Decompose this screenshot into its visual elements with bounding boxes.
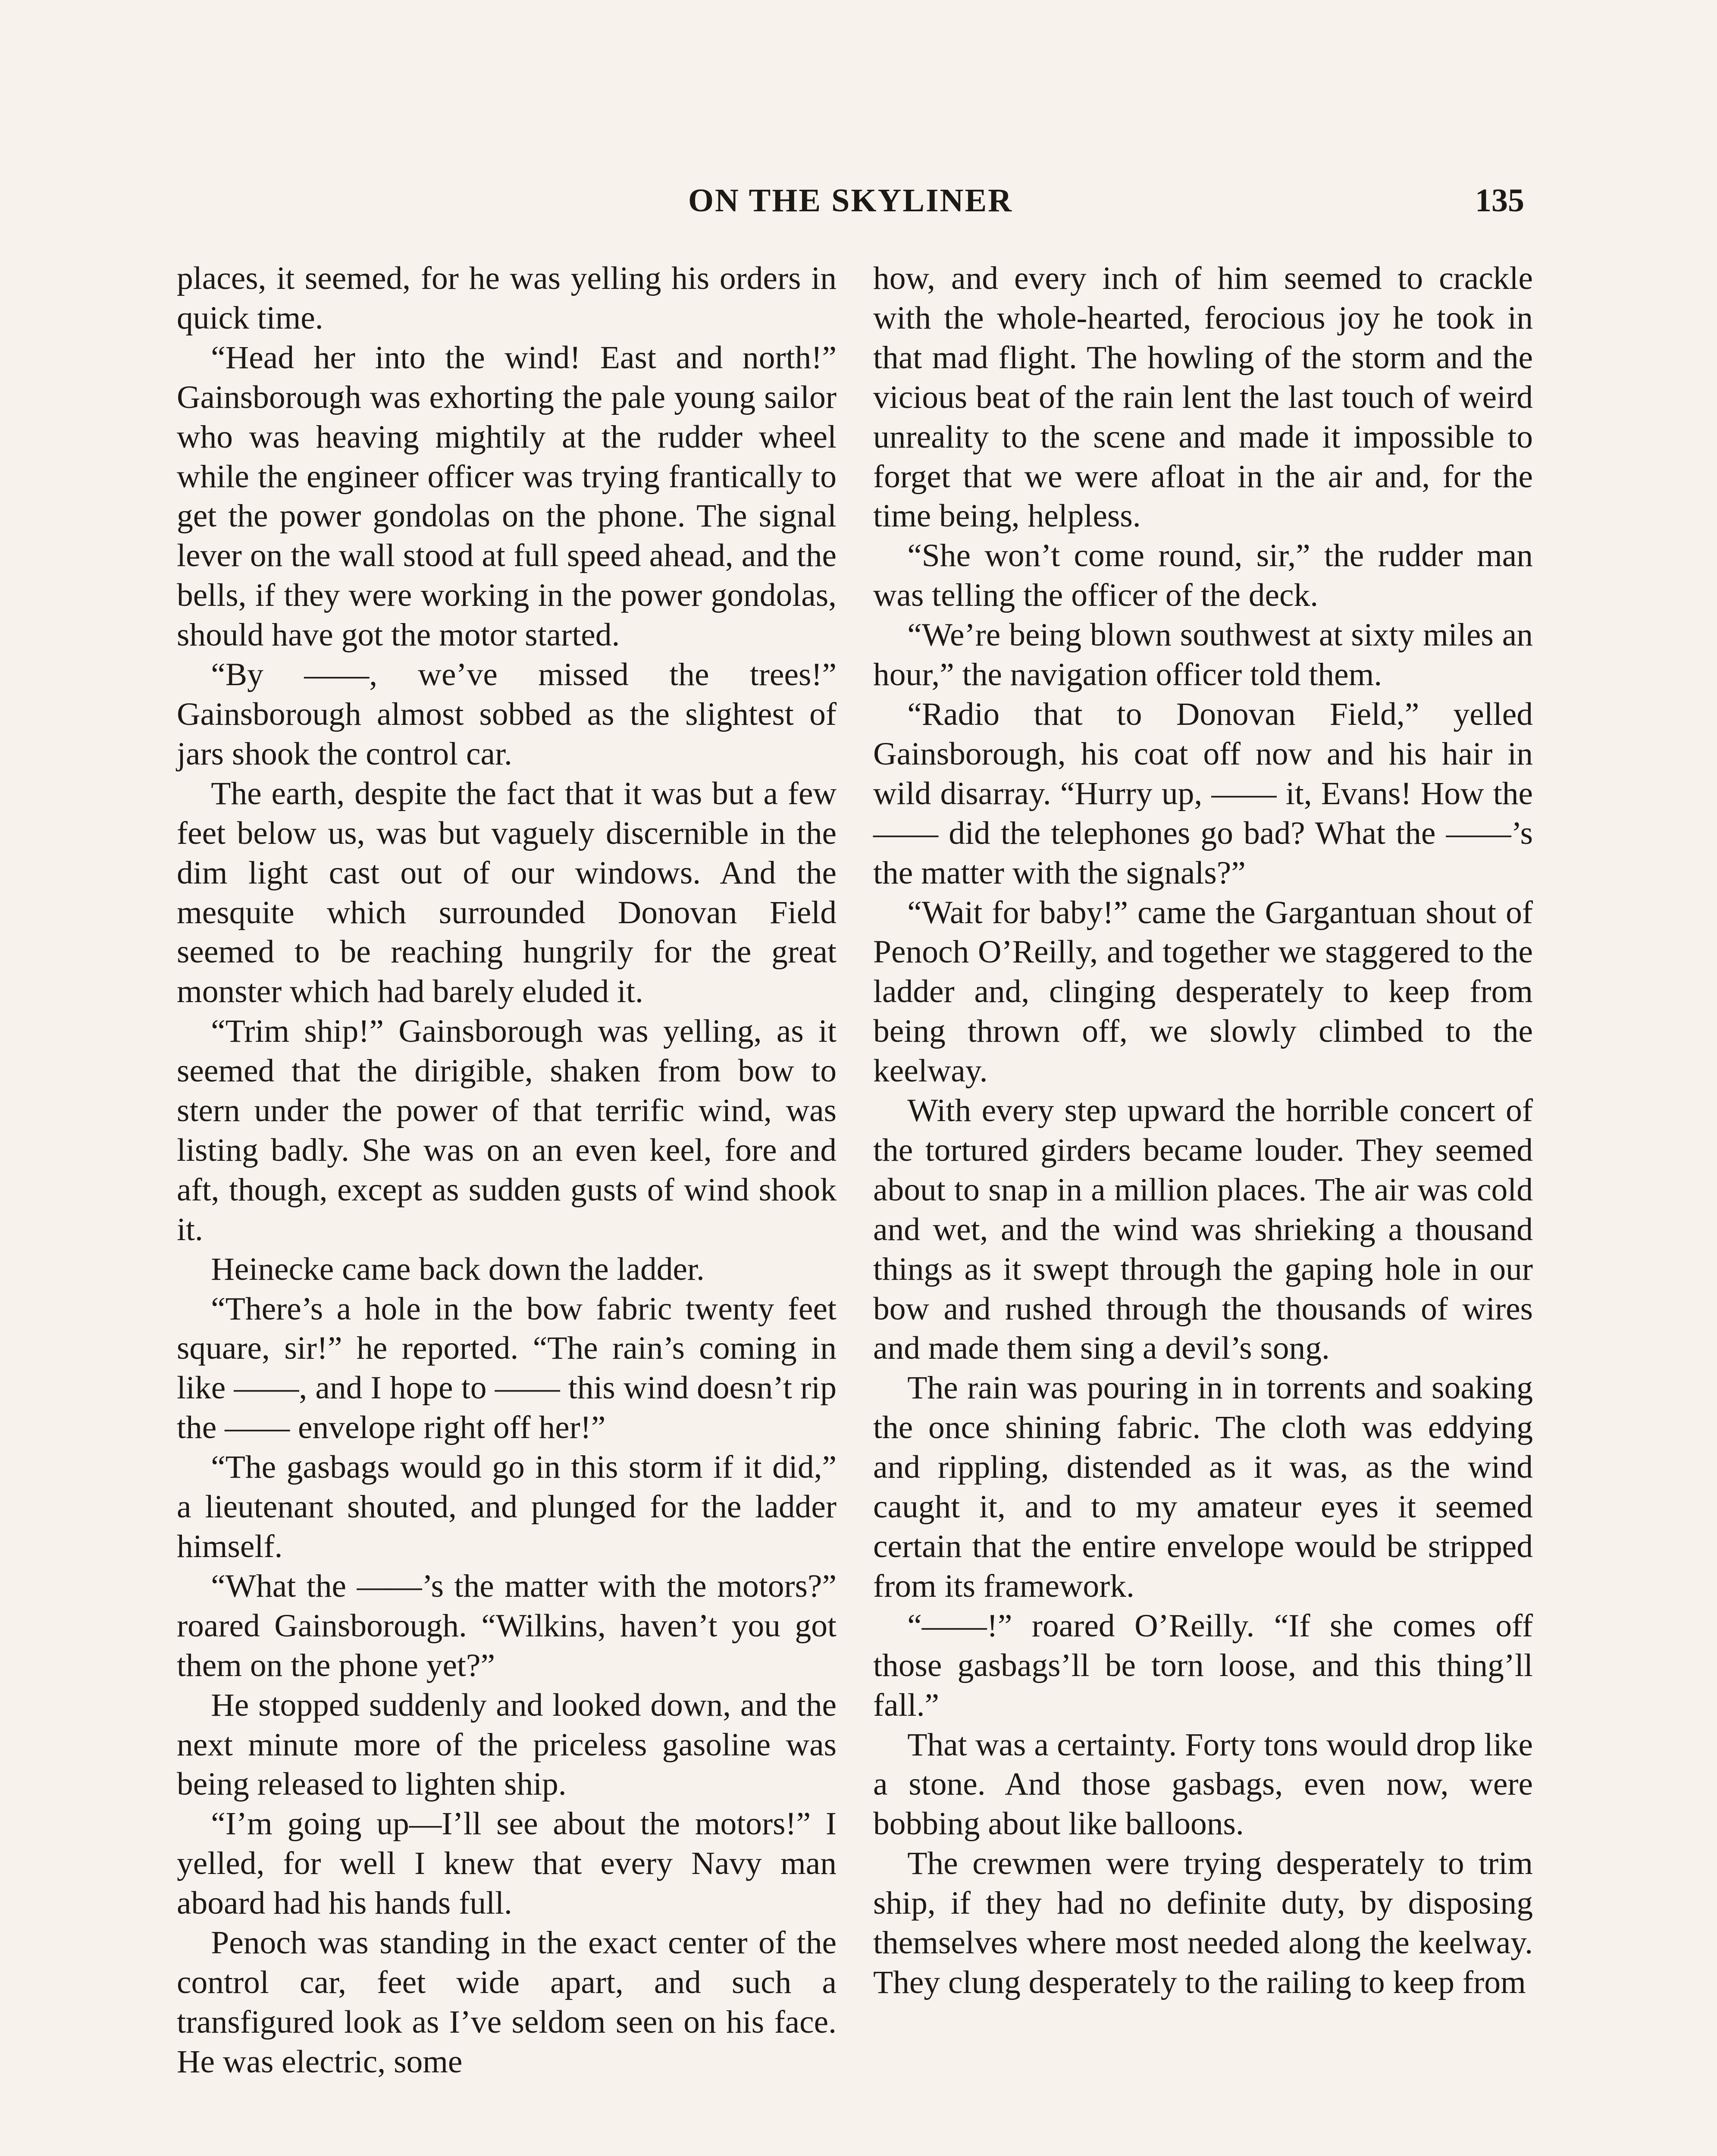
paragraph: “——!” roared O’Reilly. “If she comes off those gasbags’ll be torn loose, and this thing’ll fall.” [873, 1608, 1533, 1723]
paragraph: “I’m going up—I’ll see about the motors!” I yelled, for well I knew that every Navy man aboard had his hands full. [177, 1806, 837, 1921]
paragraph: “There’s a hole in the bow fabric twenty feet square, sir!” he reported. “The rain’s coming in like ——, and I hope to —— this wind doesn’t rip the —— envelope right off her!” [177, 1291, 837, 1446]
right-text-column [873, 259, 1533, 2156]
paragraph: how, and every inch of him seemed to crackle with the whole-hearted, ferocious joy he took in that mad flight. The howling of the storm and the vicious beat of the rain lent the last touch of weird unreality to the scene and made it impossible to forget that we were afloat in the air and, for the time being, helpless. [873, 260, 1533, 534]
left-text-column [177, 259, 837, 2156]
page-header [177, 172, 1524, 229]
paragraph: “Head her into the wind! East and north!” Gainsborough was exhorting the pale young sailor who was heaving mightily at the rudder wheel while the engineer officer was trying frantically to get the power gondolas on the phone. The signal lever on the wall stood at full speed ahead, and the bells, if they were working in the power gondolas, should have got the motor started. [177, 339, 837, 653]
paragraph: “Trim ship!” Gainsborough was yelling, as it seemed that the dirigible, shaken from bow to stern under the power of that terrific wind, was listing badly. She was on an even keel, fore and aft, though, except as sudden gusts of wind shook it. [177, 1013, 837, 1247]
paragraph: “The gasbags would go in this storm if it did,” a lieutenant shouted, and plunged for the ladder himself. [177, 1449, 837, 1564]
paragraph: The earth, despite the fact that it was but a few feet below us, was but vaguely discernible in the dim light cast out of our windows. And the mesquite which surrounded Donovan Field seemed to be reaching hungrily for the great monster which had barely eluded it. [177, 775, 837, 1010]
paragraph: He stopped suddenly and looked down, and the next minute more of the priceless gasoline was being released to lighten ship. [177, 1687, 837, 1802]
paragraph: “What the ——’s the matter with the motors?” roared Gainsborough. “Wilkins, haven’t you got them on the phone yet?” [177, 1568, 837, 1683]
paragraph: “By ——, we’ve missed the trees!” Gainsborough almost sobbed as the slightest of jars shook the control car. [177, 657, 837, 772]
paragraph: With every step upward the horrible concert of the tortured girders became louder. They seemed about to snap in a million places. The air was cold and wet, and the wind was shrieking a thousand things as it swept through the gaping hole in our bow and rushed through the thousands of wires and made them sing a devil’s song. [873, 1093, 1533, 1366]
paragraph: “She won’t come round, sir,” the rudder man was telling the officer of the deck. [873, 538, 1533, 614]
page-number: 135 [1475, 182, 1524, 219]
paragraph: “Radio that to Donovan Field,” yelled Gainsborough, his coat off now and his hair in wild disarray. “Hurry up, —— it, Evans! How the —— did the telephones go bad? What the ——’s the matter with the signals?” [873, 696, 1533, 891]
paragraph: The crewmen were trying desperately to trim ship, if they had no definite duty, by disposing themselves where most needed along the keelway. They clung desperately to the railing to keep from [873, 1846, 1533, 2000]
running-title: ON THE SKYLINER [688, 182, 1013, 219]
paragraph: places, it seemed, for he was yelling his orders in quick time. [177, 260, 837, 336]
paragraph: Penoch was standing in the exact center of the control car, feet wide apart, and such a transfigured look as I’ve seldom seen on his face. He was electric, some [177, 1925, 837, 2080]
paragraph: Heinecke came back down the ladder. [211, 1251, 705, 1287]
paragraph: “We’re being blown southwest at sixty miles an hour,” the navigation officer told them. [873, 617, 1533, 693]
paragraph: That was a certainty. Forty tons would drop like a stone. And those gasbags, even now, were bobbing about like balloons. [873, 1727, 1533, 1842]
paragraph: “Wait for baby!” came the Gargantuan shout of Penoch O’Reilly, and together we staggered to the ladder and, clinging desperately to keep from being thrown off, we slowly climbed to the keelway. [873, 894, 1533, 1089]
paragraph: The rain was pouring in in torrents and soaking the once shining fabric. The cloth was eddying and rippling, distended as it was, as the wind caught it, and to my amateur eyes it seemed certain that the entire envelope would be stripped from its framework. [873, 1370, 1533, 1604]
